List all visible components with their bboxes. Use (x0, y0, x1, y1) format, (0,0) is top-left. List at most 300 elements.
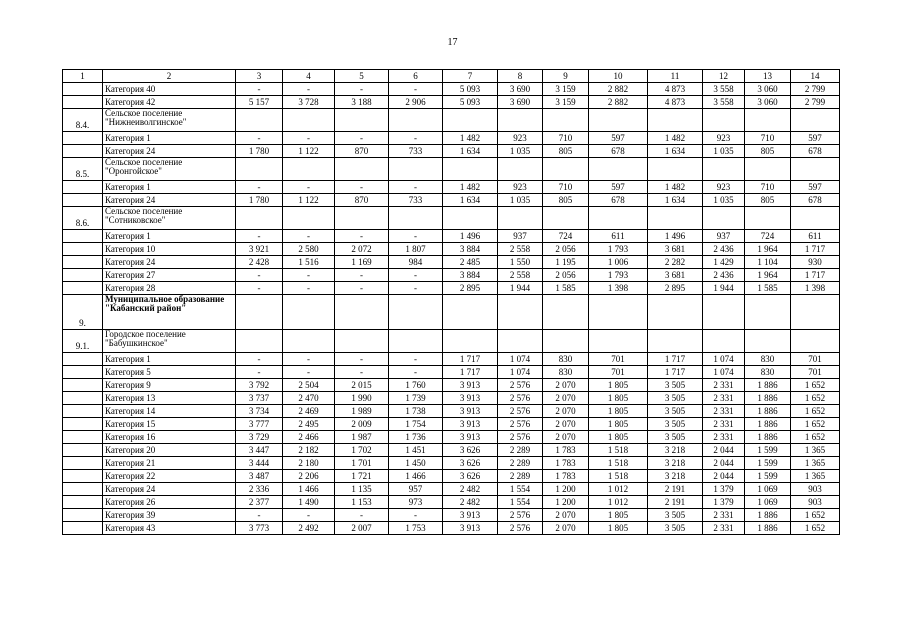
value-cell (283, 330, 335, 353)
value-cell: - (236, 269, 283, 282)
header-cell: 7 (443, 70, 498, 83)
table-row (63, 181, 840, 194)
table-row (63, 83, 840, 96)
row-name: Категория 24 (103, 256, 236, 269)
value-cell: 2 336 (236, 483, 283, 496)
value-cell: 3 558 (703, 96, 745, 109)
value-cell: 1 069 (745, 483, 791, 496)
value-cell: - (335, 132, 389, 145)
value-cell: 1 429 (703, 256, 745, 269)
value-cell: 3 921 (236, 243, 283, 256)
row-name: Категория 20 (103, 444, 236, 457)
value-cell (543, 207, 589, 230)
value-cell (703, 295, 745, 330)
section-number (63, 431, 103, 444)
section-row (63, 158, 840, 181)
value-cell (745, 109, 791, 132)
value-cell: 2 466 (283, 431, 335, 444)
value-cell: - (283, 181, 335, 194)
value-cell (498, 295, 543, 330)
value-cell: - (283, 230, 335, 243)
value-cell: 2 895 (648, 282, 703, 295)
value-cell: 1 074 (498, 353, 543, 366)
value-cell: 1 944 (498, 282, 543, 295)
table-row (63, 230, 840, 243)
value-cell: 2 070 (543, 379, 589, 392)
value-cell: 2 056 (543, 243, 589, 256)
value-cell: 1 466 (389, 470, 443, 483)
value-cell: 957 (389, 483, 443, 496)
value-cell (703, 330, 745, 353)
value-cell: 2 070 (543, 418, 589, 431)
value-cell (589, 158, 648, 181)
value-cell: 3 188 (335, 96, 389, 109)
value-cell: - (389, 181, 443, 194)
value-cell: 1 035 (703, 145, 745, 158)
value-cell: 2 289 (498, 444, 543, 457)
value-cell: 830 (745, 366, 791, 379)
value-cell: 3 737 (236, 392, 283, 405)
value-cell: 1 634 (443, 194, 498, 207)
value-cell: 805 (745, 145, 791, 158)
value-cell (389, 207, 443, 230)
row-name: Категория 28 (103, 282, 236, 295)
value-cell: 1 753 (389, 522, 443, 535)
value-cell: 597 (589, 132, 648, 145)
value-cell: 903 (791, 496, 840, 509)
value-cell: 2 331 (703, 405, 745, 418)
section-number (63, 194, 103, 207)
value-cell: 3 505 (648, 392, 703, 405)
value-cell: 1 554 (498, 483, 543, 496)
value-cell: 1 780 (236, 145, 283, 158)
value-cell (443, 158, 498, 181)
value-cell: 3 884 (443, 243, 498, 256)
value-cell: 1 482 (648, 132, 703, 145)
value-cell (498, 158, 543, 181)
value-cell: 3 626 (443, 470, 498, 483)
value-cell: 2 191 (648, 483, 703, 496)
value-cell: 2 558 (498, 243, 543, 256)
value-cell: 597 (791, 181, 840, 194)
value-cell: 2 504 (283, 379, 335, 392)
value-cell: 3 487 (236, 470, 283, 483)
value-cell: 1 379 (703, 483, 745, 496)
value-cell: 3 913 (443, 431, 498, 444)
section-row (63, 295, 840, 330)
row-name: Категория 14 (103, 405, 236, 418)
header-cell: 13 (745, 70, 791, 83)
value-cell: 3 505 (648, 509, 703, 522)
header-cell: 2 (103, 70, 236, 83)
table-row (63, 353, 840, 366)
value-cell: 3 505 (648, 431, 703, 444)
value-cell: 1 652 (791, 509, 840, 522)
value-cell: 1 783 (543, 457, 589, 470)
value-cell (335, 207, 389, 230)
value-cell: 2 576 (498, 392, 543, 405)
row-name: Категория 1 (103, 230, 236, 243)
value-cell (236, 109, 283, 132)
value-cell: 678 (589, 194, 648, 207)
value-cell: 4 873 (648, 83, 703, 96)
value-cell (745, 295, 791, 330)
value-cell: 2 282 (648, 256, 703, 269)
value-cell: 1 450 (389, 457, 443, 470)
row-name: Категория 24 (103, 483, 236, 496)
row-name: Категория 24 (103, 145, 236, 158)
value-cell (589, 295, 648, 330)
value-cell: 1 944 (703, 282, 745, 295)
table-row (63, 379, 840, 392)
value-cell: 930 (791, 256, 840, 269)
value-cell: 923 (703, 181, 745, 194)
table-row (63, 509, 840, 522)
value-cell: 1 135 (335, 483, 389, 496)
value-cell: 1 805 (589, 431, 648, 444)
section-number: 8.4. (63, 109, 103, 132)
value-cell: 1 783 (543, 444, 589, 457)
value-cell: 1 987 (335, 431, 389, 444)
value-cell: 3 159 (543, 96, 589, 109)
value-cell: - (335, 83, 389, 96)
value-cell: 3 913 (443, 405, 498, 418)
value-cell: 2 576 (498, 405, 543, 418)
value-cell: 701 (589, 353, 648, 366)
value-cell (648, 207, 703, 230)
table-row (63, 522, 840, 535)
value-cell: 2 070 (543, 509, 589, 522)
header-cell: 14 (791, 70, 840, 83)
header-cell: 8 (498, 70, 543, 83)
value-cell: 1 805 (589, 418, 648, 431)
value-cell: 1 035 (498, 145, 543, 158)
value-cell: 1 634 (648, 194, 703, 207)
value-cell: 2 289 (498, 457, 543, 470)
section-number (63, 483, 103, 496)
header-cell: 12 (703, 70, 745, 83)
value-cell: 3 729 (236, 431, 283, 444)
value-cell: 2 576 (498, 522, 543, 535)
section-number (63, 509, 103, 522)
value-cell: 1 554 (498, 496, 543, 509)
section-row (63, 109, 840, 132)
row-name: Категория 24 (103, 194, 236, 207)
value-cell: 1 990 (335, 392, 389, 405)
value-cell: 1 807 (389, 243, 443, 256)
value-cell: 1 739 (389, 392, 443, 405)
value-cell: 2 576 (498, 509, 543, 522)
row-name: Категория 15 (103, 418, 236, 431)
section-number: 9.1. (63, 330, 103, 353)
value-cell: 724 (543, 230, 589, 243)
value-cell (745, 330, 791, 353)
value-cell: 1 122 (283, 145, 335, 158)
value-cell: - (283, 509, 335, 522)
table-row (63, 145, 840, 158)
value-cell: 1 634 (443, 145, 498, 158)
table-row (63, 470, 840, 483)
header-cell: 5 (335, 70, 389, 83)
value-cell: - (236, 282, 283, 295)
value-cell: 1 717 (443, 366, 498, 379)
value-cell: 3 681 (648, 243, 703, 256)
value-cell (703, 207, 745, 230)
value-cell: 3 505 (648, 418, 703, 431)
value-cell: 733 (389, 194, 443, 207)
value-cell: 3 505 (648, 405, 703, 418)
value-cell: 3 218 (648, 470, 703, 483)
value-cell: 3 159 (543, 83, 589, 96)
table-row (63, 366, 840, 379)
table-body (63, 70, 840, 535)
value-cell: 1 122 (283, 194, 335, 207)
value-cell: 3 884 (443, 269, 498, 282)
value-cell: 611 (589, 230, 648, 243)
value-cell: - (389, 509, 443, 522)
section-number (63, 379, 103, 392)
value-cell: 3 773 (236, 522, 283, 535)
value-cell: 2 436 (703, 269, 745, 282)
value-cell: 1 035 (498, 194, 543, 207)
row-name: Категория 1 (103, 181, 236, 194)
value-cell: 1 634 (648, 145, 703, 158)
value-cell: 2 015 (335, 379, 389, 392)
value-cell: 830 (745, 353, 791, 366)
row-name: Категория 26 (103, 496, 236, 509)
value-cell (543, 109, 589, 132)
value-cell (335, 295, 389, 330)
value-cell: 1 496 (648, 230, 703, 243)
value-cell: 1 736 (389, 431, 443, 444)
value-cell: 1 717 (791, 269, 840, 282)
value-cell: 1 490 (283, 496, 335, 509)
value-cell: 1 365 (791, 457, 840, 470)
value-cell: 611 (791, 230, 840, 243)
value-cell: 2 331 (703, 431, 745, 444)
section-number (63, 269, 103, 282)
row-name: Категория 43 (103, 522, 236, 535)
section-number (63, 405, 103, 418)
value-cell: 733 (389, 145, 443, 158)
value-cell: 937 (703, 230, 745, 243)
section-row (63, 207, 840, 230)
value-cell: 2 576 (498, 379, 543, 392)
table-row (63, 444, 840, 457)
value-cell: 937 (498, 230, 543, 243)
value-cell: 678 (589, 145, 648, 158)
value-cell: 1 886 (745, 379, 791, 392)
value-cell: 2 906 (389, 96, 443, 109)
header-cell: 4 (283, 70, 335, 83)
value-cell: 2 576 (498, 431, 543, 444)
value-cell: 597 (589, 181, 648, 194)
value-cell: 903 (791, 483, 840, 496)
value-cell (543, 330, 589, 353)
value-cell: 3 218 (648, 444, 703, 457)
value-cell: 1 074 (703, 353, 745, 366)
row-name: Сельское поселение "Сотниковское" (103, 207, 236, 230)
value-cell: 1 964 (745, 243, 791, 256)
value-cell: 1 805 (589, 379, 648, 392)
value-cell: - (389, 269, 443, 282)
row-name: Категория 22 (103, 470, 236, 483)
row-name: Категория 42 (103, 96, 236, 109)
value-cell: 1 496 (443, 230, 498, 243)
value-cell: - (236, 353, 283, 366)
value-cell: 870 (335, 194, 389, 207)
value-cell: - (236, 83, 283, 96)
row-name: Муниципальное образование "Кабанский район" (103, 295, 236, 330)
value-cell: 1 717 (648, 353, 703, 366)
section-number (63, 418, 103, 431)
value-cell: 2 492 (283, 522, 335, 535)
value-cell: 1 805 (589, 405, 648, 418)
table-row (63, 405, 840, 418)
value-cell (389, 295, 443, 330)
value-cell: 1 701 (335, 457, 389, 470)
value-cell: - (236, 132, 283, 145)
value-cell: - (335, 230, 389, 243)
section-number (63, 353, 103, 366)
value-cell (589, 109, 648, 132)
value-cell: 3 558 (703, 83, 745, 96)
value-cell: 1 169 (335, 256, 389, 269)
value-cell: 2 009 (335, 418, 389, 431)
value-cell: 2 331 (703, 522, 745, 535)
value-cell: - (283, 83, 335, 96)
value-cell: 1 012 (589, 496, 648, 509)
row-name: Сельское поселение "Оронгойское" (103, 158, 236, 181)
value-cell: 1 200 (543, 496, 589, 509)
section-number (63, 366, 103, 379)
value-cell: 1 783 (543, 470, 589, 483)
value-cell: 3 913 (443, 509, 498, 522)
value-cell: - (389, 83, 443, 96)
value-cell: 3 060 (745, 96, 791, 109)
value-cell: 1 482 (443, 132, 498, 145)
value-cell: - (283, 132, 335, 145)
value-cell (335, 330, 389, 353)
value-cell: 1 652 (791, 379, 840, 392)
table-row (63, 256, 840, 269)
header-cell: 6 (389, 70, 443, 83)
value-cell: 1 805 (589, 522, 648, 535)
value-cell: 1 652 (791, 431, 840, 444)
section-number (63, 392, 103, 405)
value-cell: 1 200 (543, 483, 589, 496)
row-name: Категория 5 (103, 366, 236, 379)
value-cell: - (389, 353, 443, 366)
value-cell: 1 793 (589, 243, 648, 256)
value-cell (648, 330, 703, 353)
value-cell: 3 447 (236, 444, 283, 457)
value-cell (335, 109, 389, 132)
value-cell: 3 792 (236, 379, 283, 392)
value-cell: 3 913 (443, 522, 498, 535)
value-cell (791, 158, 840, 181)
value-cell: 3 505 (648, 522, 703, 535)
value-cell: 1 599 (745, 457, 791, 470)
page-number: 17 (447, 37, 458, 48)
value-cell: 2 580 (283, 243, 335, 256)
value-cell: 1 035 (703, 194, 745, 207)
table-row (63, 392, 840, 405)
value-cell (589, 207, 648, 230)
value-cell (283, 109, 335, 132)
section-number (63, 96, 103, 109)
value-cell: 830 (543, 366, 589, 379)
value-cell: - (335, 366, 389, 379)
header-cell: 3 (236, 70, 283, 83)
value-cell: 1 702 (335, 444, 389, 457)
table-row (63, 457, 840, 470)
value-cell: - (389, 132, 443, 145)
value-cell: 1 074 (703, 366, 745, 379)
value-cell (443, 330, 498, 353)
value-cell: 2 576 (498, 418, 543, 431)
value-cell: 2 044 (703, 470, 745, 483)
row-name: Городское поселение "Бабушкинское" (103, 330, 236, 353)
value-cell: 1 398 (589, 282, 648, 295)
value-cell (703, 109, 745, 132)
value-cell: - (236, 230, 283, 243)
row-name: Категория 13 (103, 392, 236, 405)
value-cell: - (283, 366, 335, 379)
value-cell: 1 964 (745, 269, 791, 282)
value-cell: 1 754 (389, 418, 443, 431)
value-cell: 805 (543, 194, 589, 207)
table-row (63, 431, 840, 444)
value-cell: 3 505 (648, 379, 703, 392)
value-cell: 3 626 (443, 457, 498, 470)
value-cell (236, 207, 283, 230)
section-number (63, 470, 103, 483)
value-cell (589, 330, 648, 353)
value-cell: 1 599 (745, 470, 791, 483)
value-cell: - (335, 509, 389, 522)
value-cell: 2 331 (703, 392, 745, 405)
value-cell: 1 780 (236, 194, 283, 207)
row-name: Сельское поселение "Нижнеиволгинское" (103, 109, 236, 132)
value-cell (791, 295, 840, 330)
row-name: Категория 16 (103, 431, 236, 444)
value-cell (236, 158, 283, 181)
value-cell: 2 331 (703, 379, 745, 392)
value-cell: 1 886 (745, 522, 791, 535)
value-cell: 1 652 (791, 405, 840, 418)
value-cell: 2 044 (703, 444, 745, 457)
value-cell: 710 (543, 181, 589, 194)
row-name: Категория 10 (103, 243, 236, 256)
value-cell: 2 072 (335, 243, 389, 256)
value-cell: 710 (543, 132, 589, 145)
value-cell: - (236, 181, 283, 194)
value-cell: 710 (745, 132, 791, 145)
value-cell: 830 (543, 353, 589, 366)
value-cell: 597 (791, 132, 840, 145)
value-cell: - (335, 269, 389, 282)
table-row (63, 496, 840, 509)
value-cell: 724 (745, 230, 791, 243)
value-cell: 678 (791, 194, 840, 207)
row-name: Категория 27 (103, 269, 236, 282)
value-cell: 1 153 (335, 496, 389, 509)
table-row (63, 418, 840, 431)
section-number (63, 444, 103, 457)
row-name: Категория 1 (103, 132, 236, 145)
value-cell: 984 (389, 256, 443, 269)
